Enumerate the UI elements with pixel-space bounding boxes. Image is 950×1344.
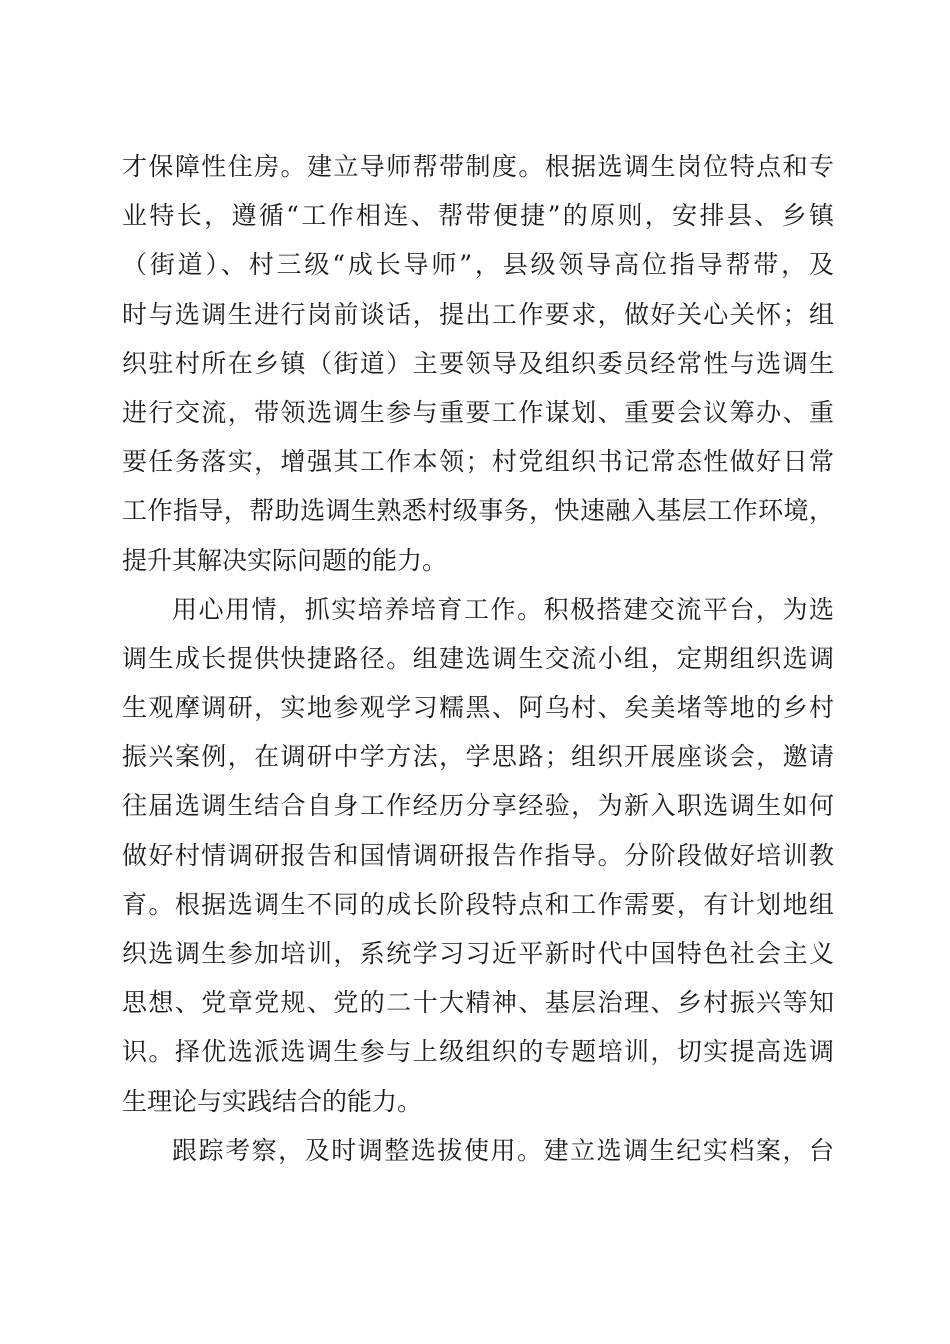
text-line: 振兴案例，在调研中学方法，学思路；组织开展座谈会，邀请 (122, 742, 834, 772)
text-line: 工作指导，帮助选调生熟悉村级事务，快速融入基层工作环境， (122, 496, 834, 526)
text-line: 做好村情调研报告和国情调研报告作指导。分阶段做好培训教 (122, 840, 834, 870)
text-line: 往届选调生结合自身工作经历分享经验，为新入职选调生如何 (122, 791, 834, 821)
text-line: 生观摩调研，实地参观学习糯黑、阿乌村、矣美堵等地的乡村 (122, 693, 834, 723)
text-line: 织驻村所在乡镇（街道）主要领导及组织委员经常性与选调生 (122, 348, 834, 378)
text-line: 识。择优选派选调生参与上级组织的专题培训，切实提高选调 (122, 1037, 834, 1067)
paragraph-start-line: 用心用情，抓实培养培育工作。积极搭建交流平台，为选 (172, 594, 834, 624)
text-line: 调生成长提供快捷路径。组建选调生交流小组，定期组织选调 (122, 643, 834, 673)
text-line: （街道）、村三级“成长导师”，县级领导高位指导帮带，及 (122, 250, 834, 280)
text-line: 思想、党章党规、党的二十大精神、基层治理、乡村振兴等知 (122, 988, 834, 1018)
paragraph-end-line: 提升其解决实际问题的能力。 (122, 545, 448, 575)
paragraph-end-line: 生理论与实践结合的能力。 (122, 1086, 423, 1116)
text-line: 要任务落实，增强其工作本领；村党组织书记常态性做好日常 (122, 447, 834, 477)
text-line: 业特长，遵循“工作相连、帮带便捷”的原则，安排县、乡镇 (122, 201, 834, 231)
body-text (122, 142, 834, 1175)
text-line: 才保障性住房。建立导师帮带制度。根据选调生岗位特点和专 (122, 152, 834, 181)
paragraph-start-line: 跟踪考察，及时调整选拔使用。建立选调生纪实档案，台 (172, 1135, 834, 1165)
text-line: 进行交流，带领选调生参与重要工作谋划、重要会议筹办、重 (122, 397, 834, 427)
text-line: 织选调生参加培训，系统学习习近平新时代中国特色社会主义 (122, 939, 834, 968)
text-line: 时与选调生进行岗前谈话，提出工作要求，做好关心关怀；组 (122, 299, 834, 329)
text-line: 育。根据选调生不同的成长阶段特点和工作需要，有计划地组 (122, 889, 834, 919)
